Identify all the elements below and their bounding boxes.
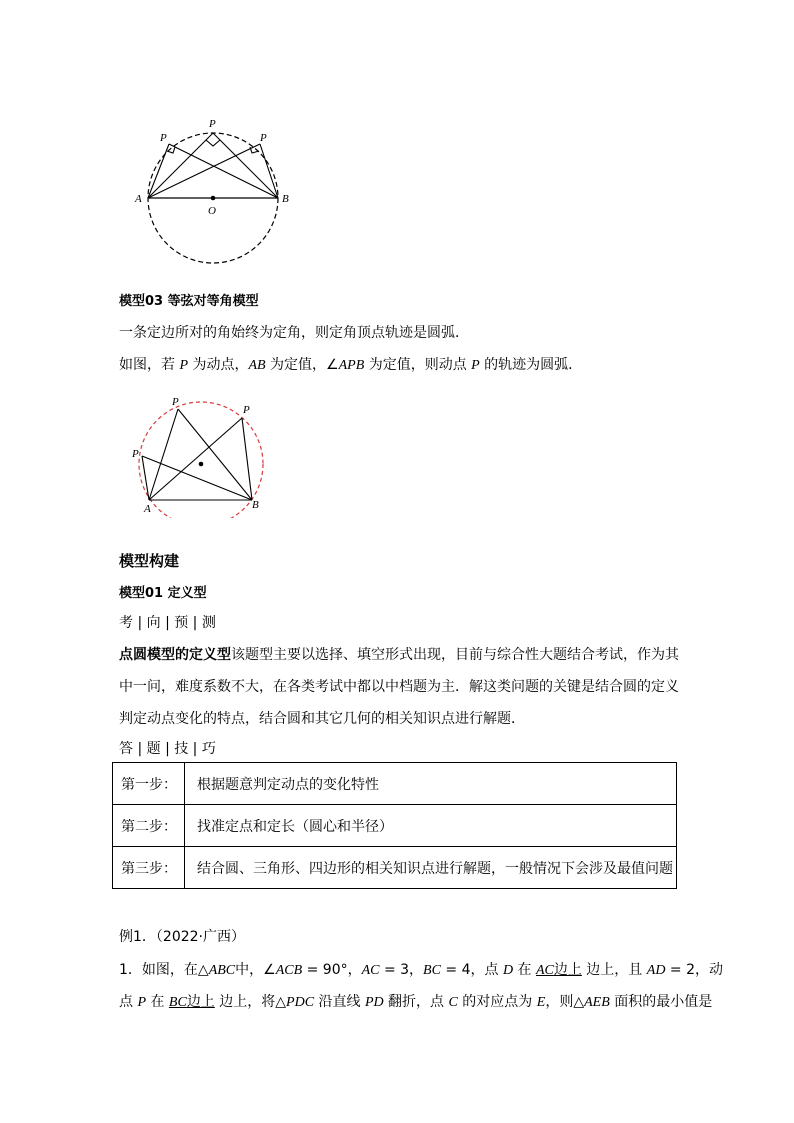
para-line2: 中一问，难度系数不大，在各类考试中都以中档题为主．解这类问题的关键是结合圆的定义	[119, 679, 679, 695]
section-title: 模型构建	[119, 552, 180, 570]
table-row	[113, 763, 677, 805]
figure-right-angle-circle	[128, 115, 308, 270]
example-title: 例1．（2022·广西）	[119, 929, 245, 945]
steps-table	[112, 762, 677, 889]
label-p-top: P	[209, 118, 216, 130]
label-p-left: P	[132, 448, 139, 460]
center-dot-o	[211, 196, 216, 201]
label-p-top: P	[172, 396, 179, 408]
center-dot	[199, 462, 204, 467]
label-b: B	[252, 499, 259, 511]
label-o: O	[208, 205, 216, 217]
question-line2: 点 P 在 BC边上 边上，将△PDC 沿直线 PD 翻折，点 C 的对应点为 E，则△AEB 面积的最小值是	[119, 994, 713, 1010]
label-b: B	[282, 193, 289, 205]
figure-equal-chord-circle	[128, 393, 273, 518]
para-line1: 点圆模型的定义型该题型主要以选择、填空形式出现，目前与综合性大题结合考试，作为其	[119, 647, 679, 663]
model03-heading: 模型03 等弦对等角模型	[119, 294, 259, 309]
table-row	[113, 847, 677, 889]
step-label: 第一步：	[113, 763, 185, 805]
para-line3: 判定动点变化的特点，结合圆和其它几何的相关知识点进行解题．	[119, 711, 525, 727]
question-line1: 1．如图，在△ABC中，∠ACB = 90°，AC = 3，BC = 4，点 D 在 AC边上 边上，且 AD = 2，动	[119, 962, 723, 978]
step-text: 根据题意判定动点的变化特性	[185, 763, 677, 805]
kaoxiang-label: 考 | 向 | 预 | 测	[119, 615, 216, 631]
model03-line2: 如图，若 P 为动点，AB 为定值，∠APB 为定值，则动点 P 的轨迹为圆弧．	[119, 357, 583, 373]
red-dashed-circle	[139, 402, 263, 518]
label-a: A	[135, 193, 142, 205]
label-a: A	[144, 503, 151, 515]
step-label: 第二步：	[113, 805, 185, 847]
label-p-left: P	[160, 132, 167, 144]
label-p-right: P	[243, 404, 250, 416]
step-label: 第三步：	[113, 847, 185, 889]
step-text: 找准定点和定长（圆心和半径）	[185, 805, 677, 847]
model01-heading: 模型01 定义型	[119, 586, 207, 601]
table-row	[113, 805, 677, 847]
step-text: 结合圆、三角形、四边形的相关知识点进行解题，一般情况下会涉及最值问题	[185, 847, 677, 889]
dati-label: 答 | 题 | 技 | 巧	[119, 741, 216, 757]
model03-line1: 一条定边所对的角始终为定角，则定角顶点轨迹是圆弧．	[119, 325, 469, 341]
label-p-right: P	[260, 132, 267, 144]
